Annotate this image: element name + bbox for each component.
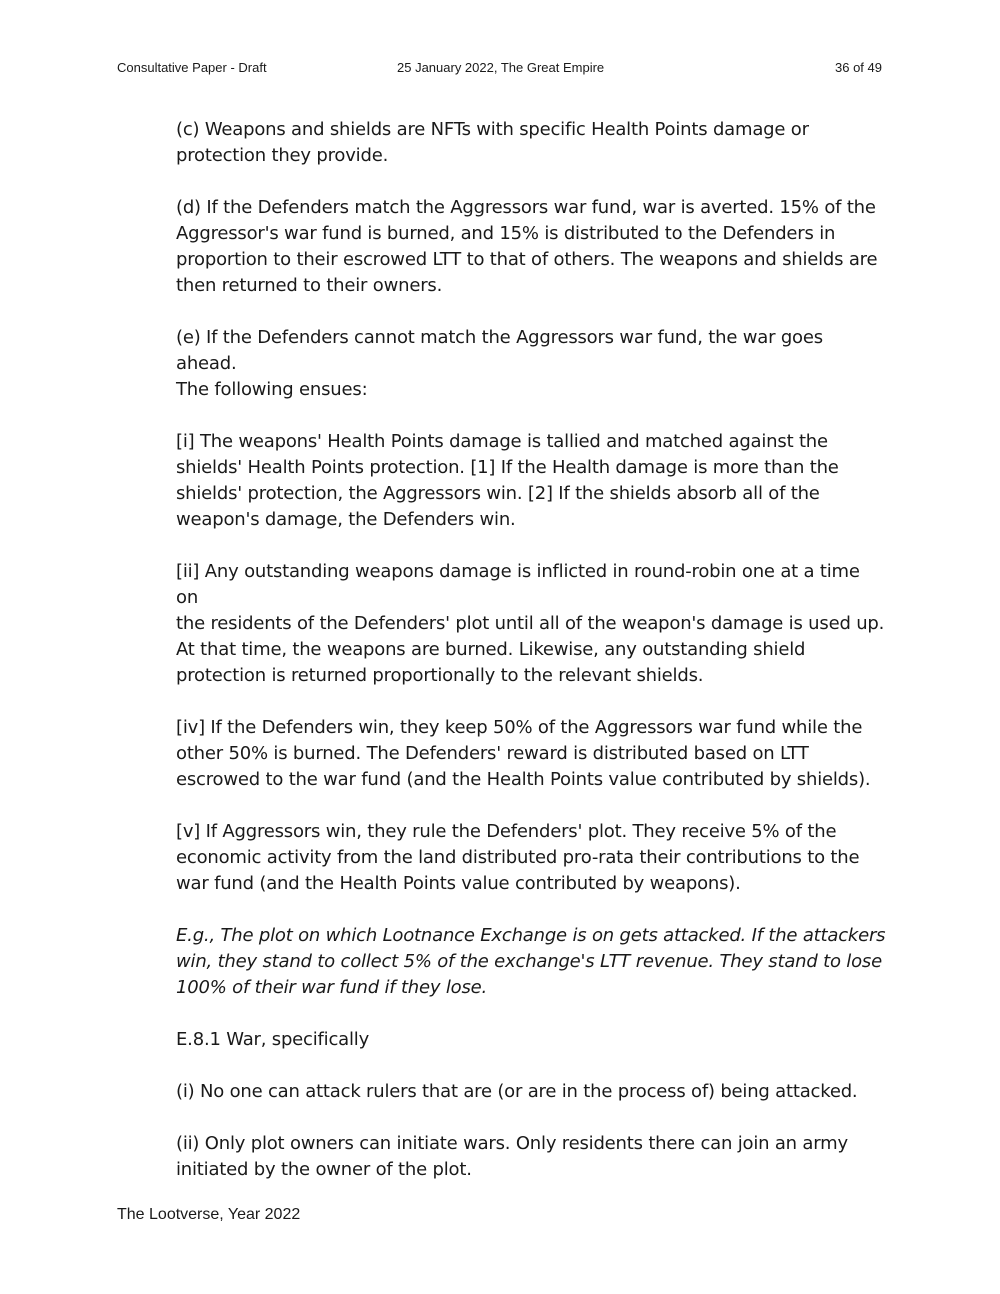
paragraph-rule-i: (i) No one can attack rulers that are (or are in the process of) being attacked.: [176, 1081, 858, 1102]
page-body: [176, 117, 886, 1209]
paragraph-ii: [ii] Any outstanding weapons damage is inflicted in round-robin one at a time on the residents of the Defenders' plot until all of the weapon's damage is used up. At that time, the weapons are burned. Likewise, any outstanding shield protection is returned proportionally to the relevant shields.: [176, 561, 885, 686]
paragraph-c: (c) Weapons and shields are NFTs with specific Health Points damage or protection they provide.: [176, 119, 809, 166]
paragraph-d: (d) If the Defenders match the Aggressors war fund, war is averted. 15% of the Aggressor's war fund is burned, and 15% is distributed to the Defenders in proportion to their escrowed LTT to that of others. The weapons and shields are then returned to their owners.: [176, 197, 878, 296]
paragraph-iv: [iv] If the Defenders win, they keep 50% of the Aggressors war fund while the other 50% is burned. The Defenders' reward is distributed based on LTT escrowed to the war fund (and the Health Points value contributed by shields).: [176, 717, 871, 790]
paragraph-i: [i] The weapons' Health Points damage is tallied and matched against the shields' Health Points protection. [1] If the Health damage is more than the shields' protection, the Aggressors win. [2] If the shields absorb all of the weapon's damage, the Defenders win.: [176, 431, 839, 530]
page-footer: The Lootverse, Year 2022: [117, 1206, 301, 1223]
page-header: [117, 60, 882, 80]
paragraph-e: (e) If the Defenders cannot match the Aggressors war fund, the war goes ahead. The following ensues:: [176, 327, 823, 400]
document-title: Consultative Paper - Draft: [117, 60, 267, 75]
section-heading: E.8.1 War, specifically: [176, 1029, 370, 1050]
example-paragraph: E.g., The plot on which Lootnance Exchange is on gets attacked. If the attackers win, they stand to collect 5% of the exchange's LTT revenue. They stand to lose 100% of their war fund if they lose.: [176, 925, 886, 998]
page-number: 36 of 49: [835, 60, 882, 75]
paragraph-rule-ii: (ii) Only plot owners can initiate wars. Only residents there can join an army initiated by the owner of the plot.: [176, 1133, 848, 1180]
document-date: 25 January 2022, The Great Empire: [397, 60, 605, 75]
paragraph-v: [v] If Aggressors win, they rule the Defenders' plot. They receive 5% of the economic activity from the land distributed pro-rata their contributions to the war fund (and the Health Points value contributed by weapons).: [176, 821, 860, 894]
